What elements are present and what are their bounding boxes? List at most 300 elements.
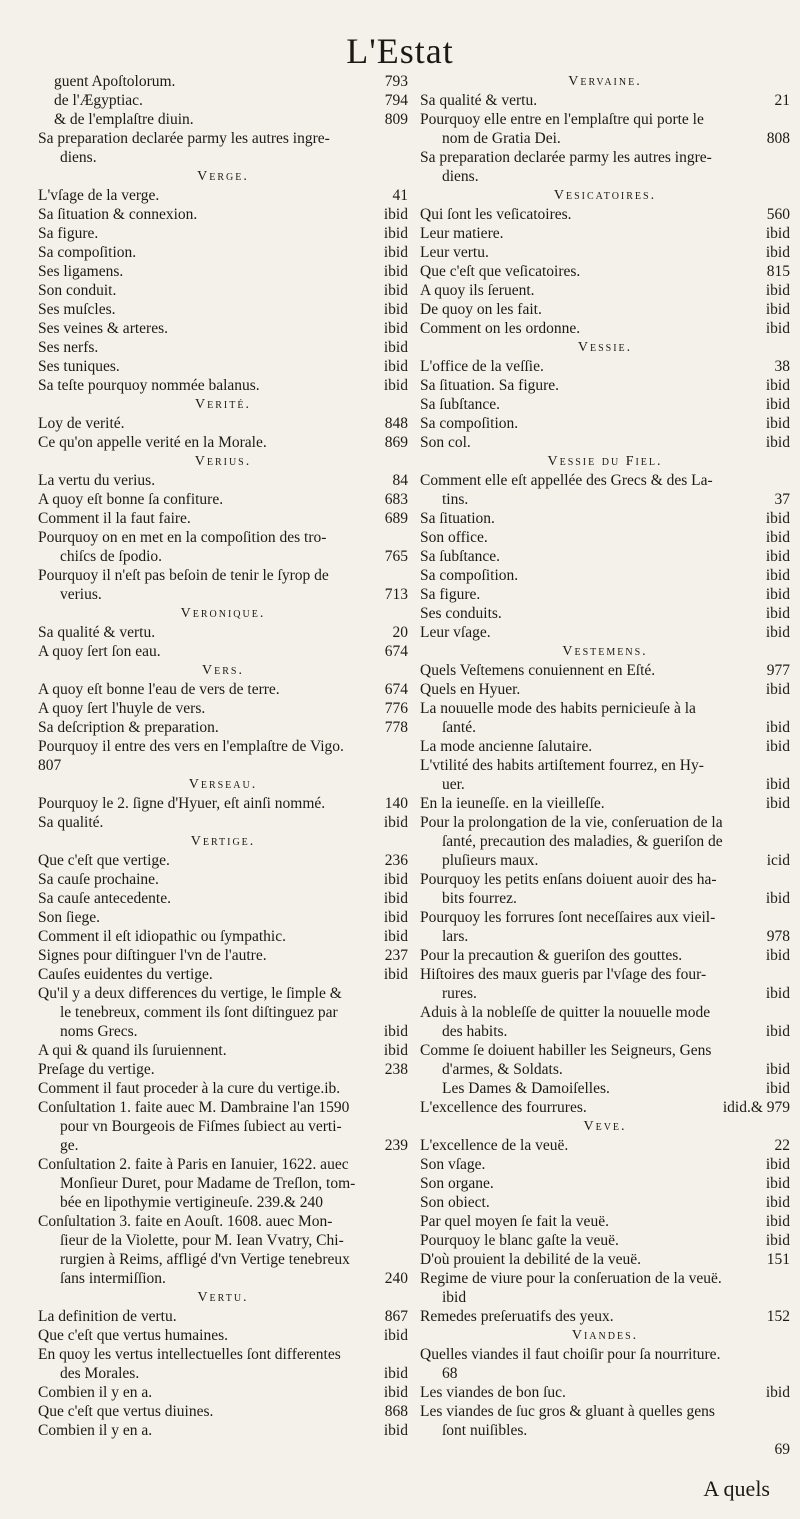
entry-page-ref: 41	[392, 187, 408, 204]
entry-page-ref: ibid	[765, 225, 790, 242]
index-entry	[38, 908, 408, 927]
entry-text: Combien il y en a.	[38, 1384, 153, 1401]
index-entry	[420, 946, 790, 965]
entry-text: Son col.	[420, 434, 471, 451]
entry-text: Ses nerfs.	[38, 339, 99, 356]
entry-page-ref: ibid	[765, 605, 790, 622]
index-entry	[420, 1250, 790, 1269]
index-heading: Veve.	[583, 1119, 627, 1134]
entry-text: Pourquoy elle entre en l'emplaſtre qui porte le	[420, 111, 704, 128]
entry-text: Son obiect.	[420, 1194, 490, 1211]
index-entry	[38, 1364, 408, 1383]
entry-text: Sa preparation declarée parmy les autres ingre-	[420, 149, 712, 166]
entry-text: guent Apoſtolorum.	[54, 73, 176, 90]
entry-page-ref: ibid	[383, 871, 408, 888]
index-heading: Vervaine.	[568, 74, 642, 89]
entry-text: Comment il faut proceder à la cure du vertige.ib.	[38, 1080, 341, 1097]
index-entry	[38, 1383, 408, 1402]
entry-text: & de l'emplaſtre diuin.	[54, 111, 194, 128]
index-entry	[38, 243, 408, 262]
entry-page-ref: ibid	[765, 776, 790, 793]
index-heading: Vertu.	[197, 1290, 249, 1305]
entry-text: ibid	[442, 1289, 467, 1306]
index-entry	[38, 623, 408, 642]
index-entry	[38, 262, 408, 281]
entry-page-ref: ibid	[765, 415, 790, 432]
index-entry	[38, 756, 408, 775]
entry-text: Preſage du vertige.	[38, 1061, 155, 1078]
entry-text: Conſultation 1. faite auec M. Dambraine l'an 1590	[38, 1099, 350, 1116]
entry-text: tins.	[442, 491, 469, 508]
entry-page-ref: ibid	[765, 1175, 790, 1192]
index-entry	[420, 699, 790, 718]
index-entry	[420, 281, 790, 300]
index-entry	[420, 1136, 790, 1155]
index-entry	[420, 756, 790, 775]
index-entry	[38, 585, 408, 604]
entry-page-ref: 237	[384, 947, 408, 964]
entry-page-ref: ibid	[383, 1422, 408, 1439]
entry-text: Les viandes de ſuc gros & gluant à quelles gens	[420, 1403, 715, 1420]
index-entry	[38, 1117, 408, 1136]
entry-page-ref: 794	[384, 92, 408, 109]
index-entry	[420, 1421, 790, 1440]
index-entry	[38, 1174, 408, 1193]
index-entry	[420, 1307, 790, 1326]
index-entry	[420, 224, 790, 243]
entry-text: diens.	[442, 168, 479, 185]
entry-text: Sa qualité.	[38, 814, 104, 831]
entry-page-ref: ibid	[765, 1156, 790, 1173]
entry-text: Sa figure.	[38, 225, 99, 242]
index-entry	[420, 1231, 790, 1250]
entry-page-ref: 765	[384, 548, 408, 565]
index-entry	[38, 186, 408, 205]
index-entry	[420, 1098, 790, 1117]
index-entry	[420, 927, 790, 946]
entry-text: Ses veines & arteres.	[38, 320, 168, 337]
index-entry	[38, 129, 408, 148]
index-entry	[38, 1041, 408, 1060]
entry-page-ref: ibid	[765, 719, 790, 736]
index-entry	[420, 851, 790, 870]
entry-text: Ses tuniques.	[38, 358, 120, 375]
entry-text: ſieur de la Violette, pour M. Iean Vvatry, Chi-	[60, 1232, 344, 1249]
entry-text: A quoy eſt bonne l'eau de vers de terre.	[38, 681, 280, 698]
index-entry	[420, 661, 790, 680]
index-entry	[38, 927, 408, 946]
index-entry	[420, 300, 790, 319]
entry-text: Quelles viandes il faut choiſir pour ſa nourriture.	[420, 1346, 721, 1363]
entry-text: Pourquoy le 2. ſigne d'Hyuer, eſt ainſi nommé.	[38, 795, 326, 812]
entry-page-ref: 674	[384, 643, 408, 660]
entry-text: des Morales.	[60, 1365, 140, 1382]
entry-text: La definition de vertu.	[38, 1308, 177, 1325]
index-entry	[420, 737, 790, 756]
entry-page-ref: ibid	[765, 567, 790, 584]
index-entry	[38, 642, 408, 661]
index-entry	[38, 984, 408, 1003]
index-heading: Verge.	[197, 169, 249, 184]
entry-page-ref: ibid	[765, 624, 790, 641]
index-entry	[38, 281, 408, 300]
index-heading: Vestemens.	[562, 644, 648, 659]
index-entry	[38, 1231, 408, 1250]
entry-text: noms Grecs.	[60, 1023, 138, 1040]
index-entry	[420, 414, 790, 433]
entry-page-ref: ibid	[765, 947, 790, 964]
index-entry	[38, 1250, 408, 1269]
entry-page-ref: 867	[384, 1308, 408, 1325]
catchword: A quels	[703, 1476, 770, 1501]
entry-text: Qui ſont les veſicatoires.	[420, 206, 572, 223]
entry-text: Son ſiege.	[38, 909, 100, 926]
entry-text: Comment il eſt idiopathic ou ſympathic.	[38, 928, 286, 945]
index-entry	[420, 1155, 790, 1174]
index-entry	[38, 680, 408, 699]
entry-text: Les viandes de bon ſuc.	[420, 1384, 566, 1401]
entry-page-ref: ibid	[765, 548, 790, 565]
entry-text: Pourquoy il n'eſt pas beſoin de tenir le ſyrop de	[38, 567, 329, 584]
index-entry	[38, 870, 408, 889]
entry-text: Sa deſcription & preparation.	[38, 719, 219, 736]
entry-page-ref: ibid	[383, 244, 408, 261]
entry-text: 807	[38, 757, 62, 774]
index-entry	[420, 205, 790, 224]
entry-text: de l'Ægyptiac.	[54, 92, 143, 109]
entry-page-ref: ibid	[765, 890, 790, 907]
entry-text: Son organe.	[420, 1175, 494, 1192]
index-entry	[38, 946, 408, 965]
entry-text: 68	[442, 1365, 458, 1382]
entry-page-ref: 978	[766, 928, 790, 945]
entry-text: En quoy les vertus intellectuelles ſont differentes	[38, 1346, 341, 1363]
entry-text: Pourquoy on en met en la compoſition des tro-	[38, 529, 327, 546]
entry-page-ref: ibid	[765, 377, 790, 394]
entry-text: bits fourrez.	[442, 890, 517, 907]
index-entry	[420, 1288, 790, 1307]
index-heading: Verité.	[195, 397, 251, 412]
entry-text: pluſieurs maux.	[442, 852, 539, 869]
index-entry	[420, 395, 790, 414]
entry-page-ref: ibid	[765, 244, 790, 261]
entry-page-ref: ibid	[383, 358, 408, 375]
entry-text: Conſultation 3. faite en Aouſt. 1608. auec Mon-	[38, 1213, 333, 1230]
entry-page-ref: ibid	[383, 1023, 408, 1040]
entry-page-ref: ibid	[383, 320, 408, 337]
entry-text: De quoy on les fait.	[420, 301, 542, 318]
index-entry	[420, 148, 790, 167]
index-entry	[38, 110, 408, 129]
index-entry	[420, 167, 790, 186]
entry-text: Pour la precaution & gueriſon des gouttes.	[420, 947, 683, 964]
entry-page-ref: 977	[766, 662, 790, 679]
entry-page-ref: ibid	[765, 586, 790, 603]
entry-page-ref: ibid	[765, 1080, 790, 1097]
entry-text: Aduis à la nobleſſe de quitter la nouuelle mode	[420, 1004, 711, 1021]
entry-text: Monſieur Duret, pour Madame de Treſlon, tom-	[60, 1175, 356, 1192]
entry-text: L'vſage de la verge.	[38, 187, 160, 204]
entry-text: Son office.	[420, 529, 488, 546]
entry-page-ref: ibid	[765, 1194, 790, 1211]
entry-page-ref: 848	[384, 415, 408, 432]
entry-page-ref: ibid	[383, 377, 408, 394]
entry-text: A quoy eſt bonne ſa confiture.	[38, 491, 224, 508]
index-entry	[38, 300, 408, 319]
entry-page-ref: ibid	[765, 1023, 790, 1040]
entry-text: Sa ſituation. Sa figure.	[420, 377, 560, 394]
entry-page-ref: 815	[766, 263, 790, 280]
entry-text: Sa ſubſtance.	[420, 548, 501, 565]
entry-page-ref: 84	[392, 472, 408, 489]
index-entry	[38, 1060, 408, 1079]
entry-text: Sa teſte pourquoy nommée balanus.	[38, 377, 260, 394]
page-title: L'Estat	[346, 31, 454, 71]
entry-text: ſont nuiſibles.	[442, 1422, 528, 1439]
entry-page-ref: 713	[384, 586, 408, 603]
index-heading: Vessie.	[577, 340, 633, 355]
index-entry	[38, 205, 408, 224]
index-entry	[38, 1193, 408, 1212]
index-entry	[420, 1174, 790, 1193]
entry-text: des habits.	[442, 1023, 508, 1040]
index-entry	[420, 1079, 790, 1098]
entry-text: Sa compoſition.	[38, 244, 137, 261]
index-entry	[38, 1269, 408, 1288]
index-entry	[38, 91, 408, 110]
index-heading: Verius.	[194, 454, 252, 469]
entry-text: Leur vſage.	[420, 624, 491, 641]
entry-text: L'excellence des fourrures.	[420, 1099, 587, 1116]
index-entry	[420, 357, 790, 376]
entry-text: Sa cauſe prochaine.	[38, 871, 159, 888]
entry-text: Sa compoſition.	[420, 567, 519, 584]
index-entry	[420, 813, 790, 832]
entry-text: Loy de verité.	[38, 415, 125, 432]
entry-page-ref: ibid	[383, 1384, 408, 1401]
entry-page-ref: ibid	[383, 890, 408, 907]
entry-page-ref: 20	[392, 624, 408, 641]
entry-page-ref: 776	[384, 700, 408, 717]
entry-text: Ses muſcles.	[38, 301, 116, 318]
entry-page-ref: 809	[384, 111, 408, 128]
index-entry	[420, 490, 790, 509]
entry-page-ref: 22	[774, 1137, 790, 1154]
index-entry	[420, 471, 790, 490]
entry-page-ref: icid	[766, 852, 790, 869]
index-entry	[420, 870, 790, 889]
index-entry	[38, 1155, 408, 1174]
index-entry	[420, 91, 790, 110]
index-entry	[38, 547, 408, 566]
entry-page-ref: ibid	[383, 263, 408, 280]
index-entry	[420, 585, 790, 604]
entry-page-ref: 683	[384, 491, 408, 508]
index-heading: Veronique.	[180, 606, 266, 621]
index-entry	[38, 1326, 408, 1345]
entry-text: Regime de viure pour la conſeruation de la veuë.	[420, 1270, 722, 1287]
entry-text: L'vtilité des habits artiſtement fourrez, en Hy-	[420, 757, 704, 774]
entry-text: Sa ſubſtance.	[420, 396, 501, 413]
index-entry	[420, 547, 790, 566]
index-entry	[38, 509, 408, 528]
index-entry	[38, 1402, 408, 1421]
entry-text: verius.	[60, 586, 102, 603]
entry-text: Signes pour diſtinguer l'vn de l'autre.	[38, 947, 267, 964]
entry-page-ref: 793	[384, 73, 408, 90]
entry-page-ref: 140	[384, 795, 408, 812]
entry-text: Remedes preſeruatifs des yeux.	[420, 1308, 614, 1325]
index-entry	[38, 224, 408, 243]
index-entry	[38, 338, 408, 357]
index-entry	[38, 357, 408, 376]
entry-text: Conſultation 2. faite à Paris en Ianuier, 1622. auec	[38, 1156, 349, 1173]
index-entry	[38, 1345, 408, 1364]
entry-text: Sa preparation declarée parmy les autres ingre-	[38, 130, 330, 147]
entry-page-ref: ibid	[765, 1384, 790, 1401]
index-heading: Viandes.	[571, 1328, 639, 1343]
entry-text: Son vſage.	[420, 1156, 486, 1173]
entry-text: Cauſes euidentes du vertige.	[38, 966, 213, 983]
entry-page-ref: ibid	[765, 396, 790, 413]
index-entry	[420, 1402, 790, 1421]
index-heading: Vesicatoires.	[553, 188, 657, 203]
entry-page-ref: 560	[766, 206, 790, 223]
entry-text: ſans intermiſſion.	[60, 1270, 166, 1287]
index-entry	[38, 699, 408, 718]
entry-text: chiſcs de ſpodio.	[60, 548, 163, 565]
entry-text: Pourquoy il entre des vers en l'emplaſtre de Vigo.	[38, 738, 344, 755]
entry-text: Combien il y en a.	[38, 1422, 153, 1439]
index-entry	[420, 604, 790, 623]
index-entry	[38, 1098, 408, 1117]
entry-page-ref: ibid	[383, 301, 408, 318]
entry-text: Pourquoy les petits enſans doiuent auoir des ha-	[420, 871, 717, 888]
entry-text: Ses conduits.	[420, 605, 502, 622]
entry-page-ref: ibid	[383, 206, 408, 223]
entry-page-ref: ibid	[383, 1042, 408, 1059]
entry-page-ref: ibid	[765, 282, 790, 299]
entry-text: Sa figure.	[420, 586, 481, 603]
index-entry	[38, 319, 408, 338]
entry-text: Quels Veſtemens conuiennent en Eſté.	[420, 662, 656, 679]
entry-page-ref: ibid	[765, 1232, 790, 1249]
entry-text: Sa cauſe antecedente.	[38, 890, 171, 907]
index-entry	[420, 623, 790, 642]
entry-text: Comment elle eſt appellée des Grecs & des La-	[420, 472, 713, 489]
index-entry	[38, 1212, 408, 1231]
entry-text: L'office de la veſſie.	[420, 358, 544, 375]
entry-page-ref: 151	[766, 1251, 790, 1268]
entry-text: La vertu du verius.	[38, 472, 156, 489]
entry-text: d'armes, & Soldats.	[442, 1061, 563, 1078]
entry-text: Que c'eſt que vertus humaines.	[38, 1327, 229, 1344]
entry-text: Ses ligamens.	[38, 263, 124, 280]
entry-text: rurgien à Reims, affligé d'vn Vertige tenebreux	[60, 1251, 350, 1268]
index-entry	[420, 1269, 790, 1288]
entry-text: Son conduit.	[38, 282, 117, 299]
index-entry	[38, 1079, 408, 1098]
entry-text: La mode ancienne ſalutaire.	[420, 738, 593, 755]
entry-text: Comme ſe doiuent habiller les Seigneurs, Gens	[420, 1042, 712, 1059]
index-entry	[420, 1440, 790, 1459]
index-entry	[420, 243, 790, 262]
entry-text: Comment on les ordonne.	[420, 320, 581, 337]
entry-page-ref: ibid	[765, 301, 790, 318]
index-entry	[38, 72, 408, 91]
index-entry	[420, 794, 790, 813]
index-entry	[38, 376, 408, 395]
index-entry	[420, 376, 790, 395]
entry-text: rures.	[442, 985, 477, 1002]
index-entry	[420, 889, 790, 908]
entry-page-ref: 239	[384, 1137, 408, 1154]
entry-text: Comment il la faut faire.	[38, 510, 191, 527]
index-entry	[38, 471, 408, 490]
index-entry	[420, 433, 790, 452]
entry-text: Pourquoy les forrures ſont neceſſaires aux vieil-	[420, 909, 716, 926]
entry-text: A quoy ſert l'huyle de vers.	[38, 700, 206, 717]
index-entry	[420, 908, 790, 927]
entry-text: Sa compoſition.	[420, 415, 519, 432]
index-entry	[420, 1364, 790, 1383]
entry-text: Sa qualité & vertu.	[38, 624, 156, 641]
index-entry	[38, 1307, 408, 1326]
entry-text: Leur vertu.	[420, 244, 489, 261]
entry-page-ref: 152	[766, 1308, 790, 1325]
index-entry	[38, 414, 408, 433]
entry-page-ref: ibid	[383, 282, 408, 299]
entry-page-ref: ibid	[383, 1365, 408, 1382]
index-entry	[38, 566, 408, 585]
entry-page-ref: ibid	[383, 339, 408, 356]
entry-text: Sa ſituation & connexion.	[38, 206, 198, 223]
entry-text: Que c'eſt que vertige.	[38, 852, 170, 869]
entry-page-ref: ibid	[765, 985, 790, 1002]
entry-text: Leur matiere.	[420, 225, 504, 242]
index-entry	[420, 1003, 790, 1022]
entry-text: A quoy ſert ſon eau.	[38, 643, 161, 660]
entry-page-ref: 37	[774, 491, 790, 508]
entry-page-ref: ibid	[383, 814, 408, 831]
entry-page-ref: 868	[384, 1403, 408, 1420]
entry-page-ref: 689	[384, 510, 408, 527]
entry-text: Par quel moyen ſe fait la veuë.	[420, 1213, 609, 1230]
entry-page-ref: ibid	[765, 795, 790, 812]
entry-page-ref: ibid	[383, 909, 408, 926]
entry-page-ref: ibid	[765, 1061, 790, 1078]
entry-text: En la ieuneſſe. en la vieilleſſe.	[420, 795, 605, 812]
entry-text: Pour la prolongation de la vie, conſeruation de la	[420, 814, 723, 831]
entry-page-ref: 236	[384, 852, 408, 869]
entry-text: bée en lipothymie vertigineuſe. 239.& 240	[60, 1194, 324, 1211]
index-entry	[420, 775, 790, 794]
entry-page-ref: 238	[384, 1061, 408, 1078]
entry-page-ref: ibid	[765, 434, 790, 451]
index-entry	[38, 889, 408, 908]
entry-page-ref: 808	[766, 130, 790, 147]
index-entry	[38, 737, 408, 756]
index-entry	[420, 110, 790, 129]
index-entry	[420, 1193, 790, 1212]
entry-page-ref: ibid	[383, 928, 408, 945]
index-entry	[38, 1022, 408, 1041]
index-entry	[38, 794, 408, 813]
index-entry	[420, 528, 790, 547]
entry-text: pour vn Bourgeois de Fiſmes ſubiect au verti-	[60, 1118, 342, 1135]
entry-page-ref: 21	[774, 92, 790, 109]
entry-text: Sa ſituation.	[420, 510, 495, 527]
